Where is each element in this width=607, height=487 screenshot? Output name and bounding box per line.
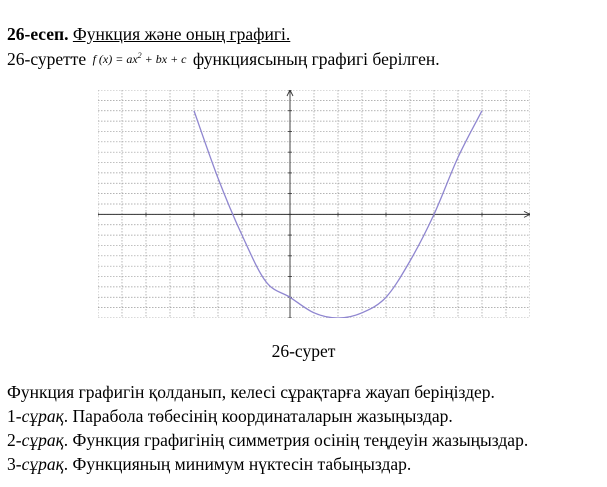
question-3-number: 3- xyxy=(7,454,22,474)
formula-exponent: 2 xyxy=(137,51,142,60)
problem-number: 26-есеп. xyxy=(7,24,69,44)
questions-intro: Функция графигін қолданып, келесі сұрақтарға жауап беріңіздер. xyxy=(7,382,495,402)
question-1-number: 1- xyxy=(7,406,22,426)
problem-intro xyxy=(7,49,440,70)
question-2-word: сұрақ xyxy=(21,430,64,450)
question-3-text: . Функцияның минимум нүктесін табыңыздар. xyxy=(63,454,412,474)
intro-suffix: функциясының графигі берілген. xyxy=(192,49,440,69)
question-3-word: сұрақ xyxy=(21,454,64,474)
parabola-graph xyxy=(98,90,530,318)
figure-caption: 26-сурет xyxy=(271,341,336,361)
formula-lhs: f (x) = ax xyxy=(92,52,138,66)
question-2-number: 2- xyxy=(7,430,22,450)
problem-heading xyxy=(7,24,290,45)
question-2-text: . Функция графигінің симметрия осінің теңдеуін жазыңыздар. xyxy=(63,430,529,450)
formula-rhs: + bx + c xyxy=(141,52,187,66)
question-1-word: сұрақ xyxy=(21,406,64,426)
intro-prefix: 26-суретте xyxy=(7,49,87,69)
function-formula xyxy=(93,52,187,66)
question-1-text: . Парабола төбесінің координаталарын жазыңыздар. xyxy=(63,406,453,426)
question-2 xyxy=(7,430,528,451)
question-3 xyxy=(7,454,411,475)
problem-title: Функция және оның графигі. xyxy=(72,24,291,44)
question-1 xyxy=(7,406,453,427)
graph-grid xyxy=(98,90,530,318)
